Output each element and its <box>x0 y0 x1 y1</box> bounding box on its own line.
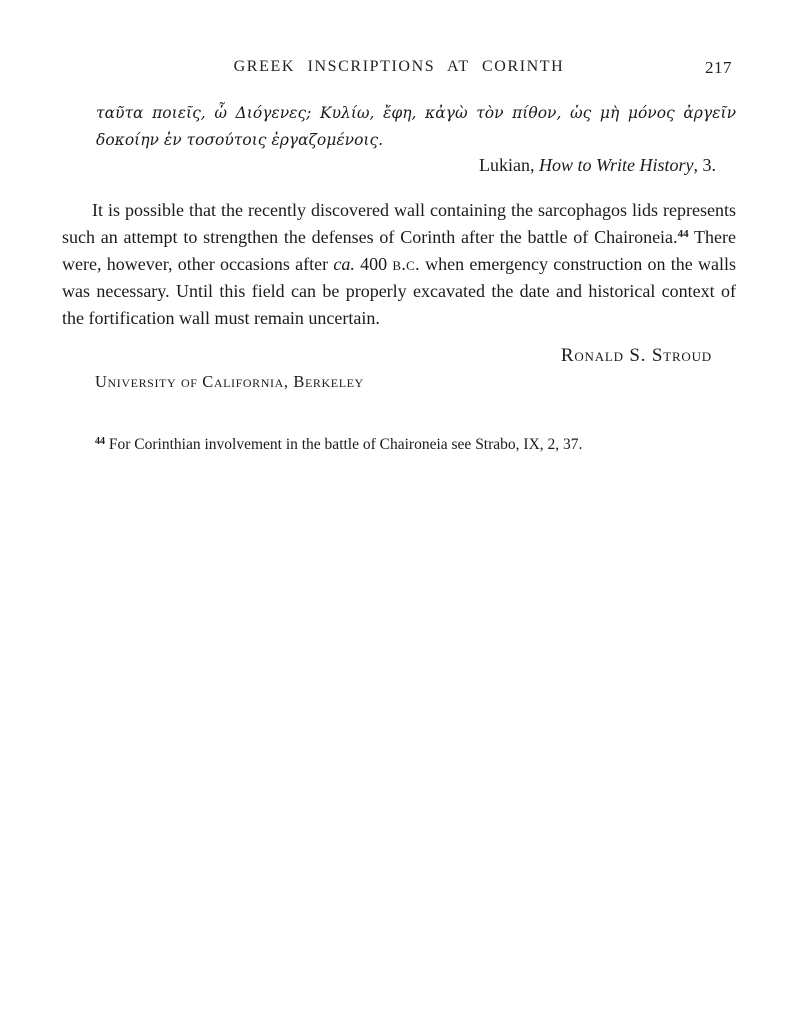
body-paragraph <box>62 197 736 332</box>
footnote-marker: 44 <box>95 436 105 448</box>
epigraph-block <box>62 100 736 176</box>
body-text-segment: It is possible that the recently discovered wall containing the sarcophagos lids represents such an attempt to strengthen the defenses of Corinth after the battle of Chaironeia. <box>62 200 736 248</box>
epigraph-attribution <box>62 155 736 176</box>
bc-abbreviation: b.c. <box>392 254 420 275</box>
running-head-title: GREEK INSCRIPTIONS AT CORINTH <box>233 58 565 75</box>
circa-abbreviation: ca. <box>333 254 355 275</box>
footnote-44 <box>95 434 736 456</box>
body-text-segment: 400 <box>354 254 393 275</box>
body-text-segment: when emergency construction on the walls was necessary. Until this field can be properly excavated the date and historical context of the fortification wall must remain uncertain. <box>62 254 736 329</box>
attribution-author: Lukian, <box>478 155 539 176</box>
attribution-citation-number: , 3. <box>693 155 716 176</box>
running-head <box>62 58 736 80</box>
footnote-reference-marker: 44 <box>677 228 689 241</box>
body-text-segment: There were, however, other occasions after <box>62 227 736 275</box>
footnote-text: For Corinthian involvement in the battle of Chaironeia see Strabo, IX, 2, 37. <box>108 436 583 454</box>
attribution-work-title: How to Write History <box>538 155 694 176</box>
page-number: 217 <box>705 58 732 77</box>
author-affiliation: University of California, Berkeley <box>95 372 364 392</box>
greek-quotation: ταῦτα ποιεῖς, ὦ Διόγενες; Κυλίω, ἔφη, κἀγὼ τὸν πίθον, ὡς μὴ μόνος ἀργεῖν δοκοίην ἐν τοσούτοις ἐργαζομένοις. <box>96 104 736 150</box>
author-signature: Ronald S. Stroud <box>560 345 712 367</box>
